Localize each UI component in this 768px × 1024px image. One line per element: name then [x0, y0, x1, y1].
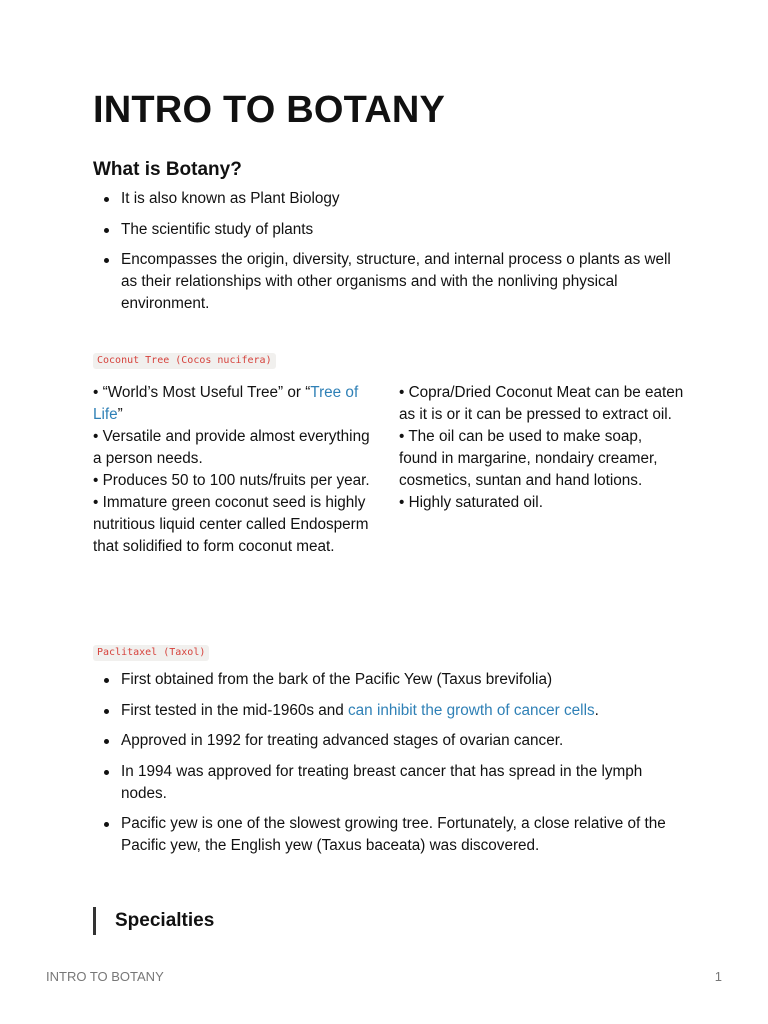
coconut-left-line-3: • Produces 50 to 100 nuts/fruits per year.	[93, 472, 370, 489]
coconut-left-line-4: • Immature green coconut seed is highly nutritious liquid center called Endosperm that solidified to form coconut meat.	[93, 494, 369, 555]
page-number: 1	[714, 969, 722, 984]
coconut-right-line-3: • Highly saturated oil.	[399, 494, 543, 511]
coconut-code-tag: Coconut Tree (Cocos nucifera)	[93, 353, 276, 369]
coconut-left-column	[93, 382, 378, 558]
paclitaxel-list	[93, 669, 683, 866]
list-item: Approved in 1992 for treating advanced stages of ovarian cancer.	[93, 730, 683, 752]
text-span: .	[594, 701, 599, 719]
quote-bar	[93, 907, 96, 935]
list-item	[93, 700, 683, 722]
list-item: Pacific yew is one of the slowest growing tree. Fortunately, a close relative of the Pacific yew, the English yew (Taxus baceata) was discovered.	[93, 813, 683, 857]
page-title: INTRO TO BOTANY	[93, 89, 446, 131]
coconut-right-line-1: • Copra/Dried Coconut Meat can be eaten as it is or it can be pressed to extract oil.	[399, 384, 684, 423]
what-is-botany-heading: What is Botany?	[93, 159, 242, 180]
cancer-cells-link[interactable]: can inhibit the growth of cancer cells	[348, 701, 595, 719]
coconut-right-column	[399, 382, 684, 514]
list-item: First obtained from the bark of the Pacific Yew (Taxus brevifolia)	[93, 669, 683, 691]
footer-title: INTRO TO BOTANY	[46, 969, 164, 984]
text-span: First tested in the mid-1960s and	[121, 701, 349, 719]
list-item: Encompasses the origin, diversity, structure, and internal process o plants as well as their relationships with other organisms and with the nonliving physical environment.	[93, 249, 683, 315]
coconut-right-line-2: • The oil can be used to make soap, found in margarine, nondairy creamer, cosmetics, suntan and hand lotions.	[399, 428, 658, 489]
list-item: In 1994 was approved for treating breast cancer that has spread in the lymph nodes.	[93, 761, 683, 805]
coconut-left-line-2: • Versatile and provide almost everything a person needs.	[93, 428, 370, 467]
paclitaxel-code-tag: Paclitaxel (Taxol)	[93, 645, 209, 661]
list-item: It is also known as Plant Biology	[93, 188, 683, 210]
text-span: ”	[117, 406, 123, 423]
tree-of-life-link[interactable]: Tree of Life	[93, 384, 359, 423]
list-item: The scientific study of plants	[93, 219, 683, 241]
what-is-botany-list	[93, 188, 683, 324]
coconut-left-line-1	[93, 382, 378, 426]
text-span: • “World’s Most Useful Tree” or “	[93, 384, 311, 401]
specialties-heading: Specialties	[115, 910, 215, 931]
